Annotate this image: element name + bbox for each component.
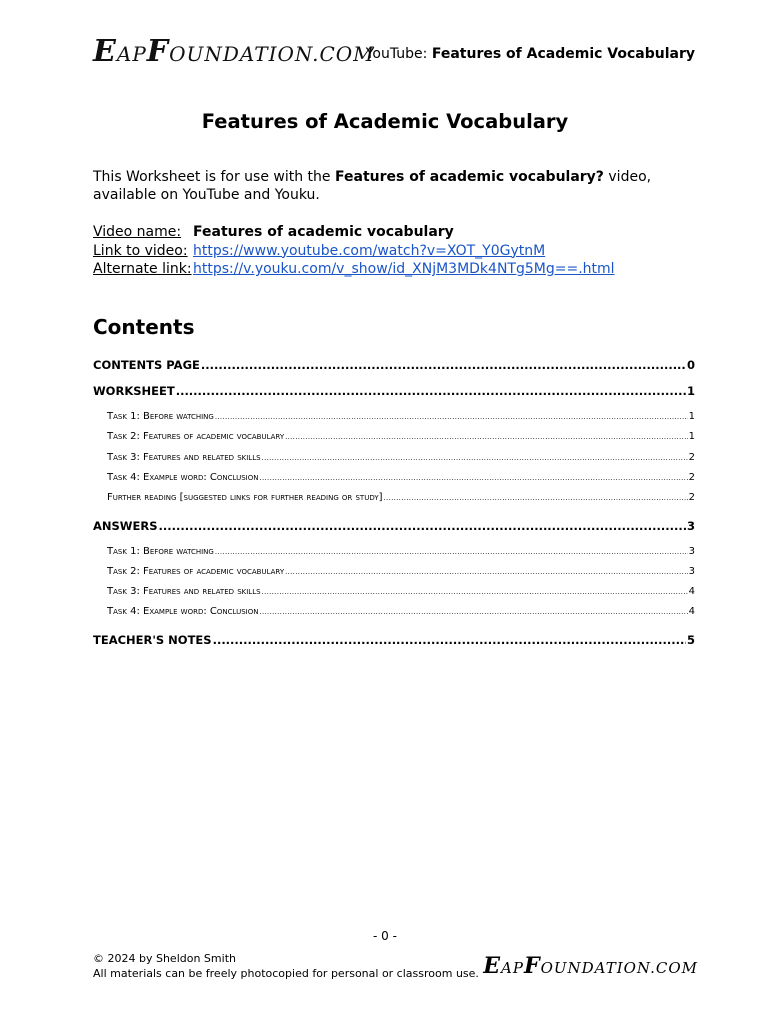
toc-entry[interactable] — [93, 519, 695, 533]
toc-leader-dots — [176, 384, 686, 398]
logo-letter-f: F — [146, 34, 170, 69]
video-link-row — [93, 242, 615, 261]
toc-leader-dots — [262, 588, 688, 596]
toc-entry[interactable] — [93, 633, 695, 647]
video-name-value: Features of academic vocabulary — [193, 224, 454, 240]
toc-entry-page: 4 — [688, 606, 695, 617]
footer-logo — [483, 953, 698, 979]
toc-leader-dots — [285, 568, 688, 576]
toc-entry-title: Task 4: Example word: Conclusion — [107, 472, 259, 483]
toc-entry[interactable] — [93, 452, 695, 463]
logo-ap: AP — [116, 42, 147, 66]
toc-leader-dots — [215, 548, 688, 556]
youku-link[interactable]: https://v.youku.com/v_show/id_XNjM3MDk4NTg5Mg==.html — [193, 261, 615, 277]
logo-rest: OUNDATION.COM — [169, 42, 375, 66]
toc-entry-page: 5 — [686, 633, 695, 647]
contents-heading: Contents — [93, 315, 195, 339]
toc-entry[interactable] — [93, 411, 695, 422]
toc-leader-dots — [259, 474, 687, 482]
toc-entry[interactable] — [93, 492, 695, 503]
toc-entry-title: Task 2: Features of academic vocabulary — [107, 431, 285, 442]
footer-license: All materials can be freely photocopied for personal or classroom use. — [93, 967, 479, 980]
video-meta — [93, 223, 615, 279]
toc-entry[interactable] — [93, 384, 695, 398]
toc-entry-title: CONTENTS PAGE — [93, 358, 200, 372]
video-name-label: Video name: — [93, 224, 182, 240]
toc-entry[interactable] — [93, 606, 695, 617]
footer-logo-rest: OUNDATION.COM — [540, 959, 698, 977]
eap-foundation-logo — [93, 34, 375, 69]
toc-entry-title: Task 2: Features of academic vocabulary — [107, 566, 285, 577]
youtube-link[interactable]: https://www.youtube.com/watch?v=XOT_Y0GytnM — [193, 242, 546, 259]
intro-video-title: Features of academic vocabulary? — [335, 169, 604, 185]
toc-leader-dots — [262, 454, 688, 462]
toc-entry-title: ANSWERS — [93, 519, 158, 533]
toc-entry-page: 4 — [688, 586, 695, 597]
toc-entry-title: Task 3: Features and related skills — [107, 586, 261, 597]
toc-entry[interactable] — [93, 546, 695, 557]
intro-before: This Worksheet is for use with the — [93, 169, 335, 185]
page-title: Features of Academic Vocabulary — [201, 110, 569, 133]
toc-leader-dots — [213, 633, 686, 647]
toc-entry-title: Task 1: Before watching — [107, 411, 214, 422]
page-number: - 0 - — [373, 929, 397, 943]
toc-entry-page: 2 — [688, 492, 695, 503]
intro-paragraph — [93, 168, 693, 204]
alt-link-label: Alternate link: — [93, 261, 192, 277]
toc-entry[interactable] — [93, 472, 695, 483]
toc-entry-page: 0 — [686, 358, 695, 372]
footer-logo-f: F — [523, 953, 541, 979]
toc-entry-page: 3 — [686, 519, 695, 533]
toc-entry-page: 1 — [686, 384, 695, 398]
footer-logo-e: E — [483, 953, 502, 979]
toc-leader-dots — [259, 608, 687, 616]
toc-entry[interactable] — [93, 586, 695, 597]
video-link-label: Link to video: — [93, 242, 188, 259]
toc-leader-dots — [159, 519, 686, 533]
header-channel-prefix: YouTube: — [365, 46, 432, 62]
toc-entry-title: TEACHER'S NOTES — [93, 633, 212, 647]
alt-link-row — [93, 260, 615, 279]
footer-text — [93, 951, 479, 981]
toc-entry-page: 3 — [688, 566, 695, 577]
intro-after: video, available on YouTube and Youku. — [93, 169, 652, 203]
toc-entry-page: 3 — [688, 546, 695, 557]
toc-entry-title: Further reading [suggested links for further reading or study] — [107, 492, 383, 503]
toc-entry[interactable] — [93, 431, 695, 442]
toc-entry[interactable] — [93, 358, 695, 372]
toc-entry-page: 2 — [688, 472, 695, 483]
header-video-title — [366, 46, 695, 62]
toc-entry-title: WORKSHEET — [93, 384, 175, 398]
toc-entry-title: Task 1: Before watching — [107, 546, 214, 557]
footer-logo-ap: AP — [501, 959, 524, 977]
toc-entry-title: Task 4: Example word: Conclusion — [107, 606, 259, 617]
toc-leader-dots — [215, 413, 688, 421]
toc-leader-dots — [285, 433, 688, 441]
toc-entry[interactable] — [93, 566, 695, 577]
toc-entry-page: 1 — [688, 411, 695, 422]
toc-leader-dots — [384, 494, 688, 502]
logo-letter-e: E — [93, 34, 117, 69]
toc-entry-page: 1 — [688, 431, 695, 442]
toc-entry-title: Task 3: Features and related skills — [107, 452, 261, 463]
header-channel-title: Features of Academic Vocabulary — [431, 46, 695, 62]
page-header — [93, 34, 695, 70]
toc-entry-page: 2 — [688, 452, 695, 463]
video-name-row — [93, 223, 615, 242]
toc-leader-dots — [201, 358, 686, 372]
footer-copyright: © 2024 by Sheldon Smith — [93, 952, 236, 965]
